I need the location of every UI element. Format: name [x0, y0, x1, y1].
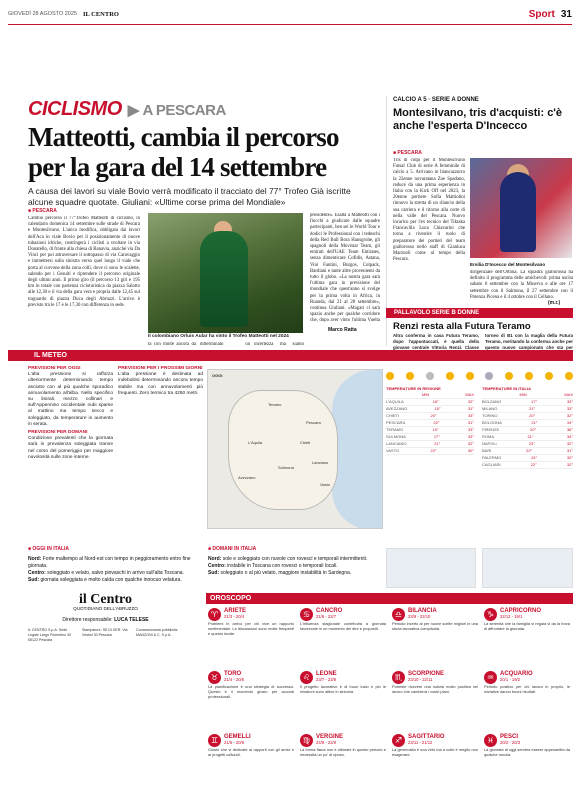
oggi-italia-label: ■ OGGI IN ITALIA	[28, 546, 69, 552]
table-row: L'AQUILA 16° 32°	[386, 399, 474, 404]
page-date: GIOVEDÌ 28 AGOSTO 2025	[8, 11, 77, 17]
sign-text: La serenità che la famiglia vi regala vi da la forza di affrontare la giornata.	[484, 621, 570, 632]
zodiac-icon: ♐	[392, 734, 405, 747]
table-row: LANCIANO 21° 32°	[386, 441, 474, 446]
colophon-subtitle: QUOTIDIANO DELL'ABRUZZO	[73, 606, 138, 611]
horoscope-sign	[300, 671, 386, 731]
sun-icon	[386, 372, 394, 380]
horoscope-sign	[300, 734, 386, 794]
map-city: Avezzano	[238, 475, 256, 480]
lead-kicker: CICLISMO ▶ A PESCARA	[28, 98, 226, 120]
sun-icon	[426, 372, 434, 380]
italy-map-tomorrow	[482, 548, 573, 588]
lead-photo	[148, 213, 303, 333]
sun-icon	[446, 372, 454, 380]
table-row: BOLZANO 17° 33°	[482, 399, 573, 404]
sign-text: Problemi in arrivo per chi vive un rapporto sentimentale. Le discussioni sono molte frequenti e questo incide.	[208, 621, 294, 637]
oggi-summary: Nord: Forte maltempo al Nord-est con tempo in peggioramento entro fine giornata. Centro: soleggiato e velato, salvo piovaschi in arrivo sull'alta Toscana. Sud: giornata soleggiata e molto calda con qualche innocuo velatura.	[28, 556, 191, 583]
pallavolo-text-2: torneo di B1 con la maglia della Futura Teramo, meritando la conferma anche per questo nuovo campionato che sta per	[485, 333, 573, 350]
zodiac-icon: ♎	[392, 608, 405, 621]
sign-name: GEMELLI	[224, 734, 251, 740]
table-row: ROMA 21° 34°	[482, 434, 573, 439]
pallavolo-bar: PALLAVOLO SERIE B DONNE	[386, 308, 573, 318]
sign-text: Giusto che vi dedicate ai rapporti con gli amici e ai progetti culturali.	[208, 747, 294, 758]
sign-name: PESCI	[500, 734, 519, 740]
map-region	[228, 390, 338, 510]
colophon-masthead: il Centro	[78, 592, 132, 607]
table-row: TERAMO 19° 33°	[386, 427, 474, 432]
table-row: BARI 22° 31°	[482, 448, 573, 453]
lead-headline: Matteotti, cambia il percorso per la gara del 14 settembre	[28, 122, 339, 182]
sign-dates: 21/3 - 20/4	[224, 614, 245, 619]
header-brand: IL CENTRO	[83, 10, 119, 18]
meteo-map	[207, 369, 383, 529]
zodiac-icon: ♓	[484, 734, 497, 747]
side-headline: Montesilvano, tris d'acquisti: c'è anche l'esperta D'Incecco	[393, 107, 563, 132]
table-row: TORINO 20° 32°	[482, 413, 573, 418]
zodiac-icon: ♋	[300, 608, 313, 621]
sign-text: Il progetto lavorativo è di buon lusto e più le relazioni sono attive in sintonia.	[300, 684, 386, 695]
lead-column-4: incertezza ma siamo	[254, 342, 304, 347]
horoscope-sign	[208, 671, 294, 731]
header-rule	[8, 24, 572, 25]
meteo-today-heading: PREVISIONI PER OGGI	[28, 366, 81, 371]
colophon-col-2: Stampatore: SE.DI.SER. Via Vestini 30 Pescara	[82, 628, 128, 637]
sign-text: Periodo incerto ai per nuove scelte migliori in una storia lavorativa complicata.	[392, 621, 478, 632]
cloud-icon	[485, 372, 493, 380]
sign-name: CAPRICORNO	[500, 608, 542, 614]
side-photo	[470, 158, 572, 258]
sign-name: SCORPIONE	[408, 671, 445, 677]
zodiac-icon: ♍	[300, 734, 313, 747]
side-kicker: CALCIO A 5 · SERIE A DONNE	[393, 97, 479, 103]
table-row: PALERMO 24° 30°	[482, 455, 573, 460]
meteo-tomorrow-text: Condizione prevalenti che la giornata sarà in prevalenza soleggiata tranne nel corso del pomeriggio per maggiore nuvolosità sulle zone interne.	[28, 436, 113, 460]
side-byline: ■ PESCARA	[393, 150, 422, 156]
map-title: OGGI	[212, 373, 223, 378]
lead-author: Marco Ratta	[328, 327, 357, 333]
lead-byline: ■ PESCARA	[28, 208, 57, 214]
sun-icon	[545, 372, 553, 380]
horoscope-sign	[484, 608, 570, 668]
table-row: NAPOLI 23° 32°	[482, 441, 573, 446]
zodiac-icon: ♉	[208, 671, 221, 684]
sign-name: LEONE	[316, 671, 337, 677]
horoscope-sign	[392, 671, 478, 731]
table-row: CAGLIARI 22° 32°	[482, 462, 573, 467]
zodiac-icon: ♊	[208, 734, 221, 747]
sign-name: CANCRO	[316, 608, 343, 614]
sign-dates: 24/8 - 22/9	[316, 740, 337, 745]
meteo-tomorrow-heading: PREVISIONI PER DOMANI	[28, 430, 88, 436]
pallavolo-text-1: Altra conferma in casa Futura Teramo, dopo l'appuntaccati, è quella della giovane centrale Vittoria Renzi. Classe	[393, 333, 479, 350]
sign-dates: 23/9 - 22/10	[408, 614, 431, 619]
sign-name: ACQUARIO	[500, 671, 533, 677]
zodiac-icon: ♈	[208, 608, 221, 621]
map-city: Sulmona	[278, 465, 294, 470]
sun-icon	[505, 372, 513, 380]
sign-name: VERGINE	[316, 734, 344, 740]
sign-dates: 23/7 - 23/8	[316, 677, 337, 682]
sign-name: SAGITTARIO	[408, 734, 445, 740]
zodiac-icon: ♌	[300, 671, 313, 684]
region-table-title: TEMPERATURE IN REGIONE	[386, 386, 441, 391]
side-author: (m.r.)	[548, 300, 561, 306]
sign-dates: 23/11 - 21/12	[408, 740, 433, 745]
zodiac-icon: ♏	[392, 671, 405, 684]
lead-column-1: Cambio percorso il 77°Trofeo Matteotti di ciclismo, in calendario domenica 14 settembre sulle strade di Pescara e Montesilvano. L'unica modifica, obbligata dai lavori dell'Aca in viale Bovio per il posizionamento di nuove tubazioni idriche, costringerà i ciclisti a svoltare in via Donatello, di fronte alla chiesa di Banavia, anziché via Da Vinci per poi attraversare il sottopasso di via Caravaggio e immettersi sulla sinistra verso quel lungo il viale che porta al curvone della zona colli, dove ci sono le scalette, salendo per i Gesuiti e riprendere il percorso originale degli ultimi anni. Il primo giro (il percorso 13 giri e 195 km in totale con partenza cicloturistica da piazza Salotto alle 12,30 e il via della gara vera e propria dalle 12,45 sul traguardo di piazza Duca degli Abruzzi. L'arrivo è previsto tra le 17 e le 17,30 con differenza in sede.	[28, 216, 140, 308]
map-city: Lanciano	[312, 460, 329, 465]
sign-dates: 21/4 - 20/5	[224, 677, 245, 682]
side-photo-caption: Ersilia D'Incecco del Montesilvano	[470, 262, 546, 267]
sign-text: La pianificazione è una strategia di successo. Questo è il momento giusto per accordi professionali.	[208, 684, 294, 700]
map-sea	[332, 370, 383, 529]
table-row: AVEZZANO 15° 31°	[386, 406, 474, 411]
table-row: CHIETI 20° 33°	[386, 413, 474, 418]
lead-column-5: presidente». Esaltà a Matteotti con i fiocchi a giudicare dalle squadre partecipanti, ben sei le World Tour e dodici le Professional con i tedeschi della Red Bull Bora Hansgrohe, gli spagnoli della Movistar Team, gli emirati dell'UAE Team Emirates, senza dimenticare Cofidis, Astana, Vini Fantini, Burgos, Colpack, Bardiani e tante altre provenienti da tutto il globo. «La nostra gara sarà l'ultima gara in previsione del mondiale che quest'anno si svolge per la prima volta in Africa, in Ruanda, dal 21 al 28 settembre», continua Giuliani. «Magari ci sarà spazio anche per qualche corridore che, dopo aver vinto l'ultima Vuelta	[310, 213, 380, 324]
sign-text: Periodo positivo per chi lavora in proprio, le iniziative danno buoni risultati.	[484, 684, 570, 695]
table-row: FIRENZE 20° 36°	[482, 427, 573, 432]
sign-dates: 21/6 - 22/7	[316, 614, 337, 619]
meteo-col-2	[118, 366, 203, 516]
colophon-director: Direttore responsabile: LUCA TELESE	[62, 617, 149, 623]
sun-icon	[565, 372, 573, 380]
meteo-bar: IL METEO	[8, 350, 573, 361]
sign-dates: 20/1 - 19/2	[500, 677, 521, 682]
horoscope-sign	[484, 734, 570, 794]
sign-text: La forma fisica non è ottimale in questo periodo e necessita un po' di riposo.	[300, 747, 386, 758]
region-temperatures: TEMPERATURE IN REGIONE MIN MAX L'AQUILA 16° 32° AVEZZANO 15° 31° CHIETI 20° 33° PESCARA 22° 31° TERAMO 19° 33° SULMONA 17° 33° LANCIANO 21° 32° VASTO 22° 30°	[386, 386, 474, 453]
table-row: BOLOGNA 21° 34°	[482, 420, 573, 425]
table-row: VASTO 22° 30°	[386, 448, 474, 453]
sun-icon	[525, 372, 533, 380]
lead-column-2: ta con molte ancora da	[148, 342, 196, 347]
sign-text: Potreste ricevere una notizia molto positiva nel lavoro che cambierà i vostri piani.	[392, 684, 478, 695]
sign-dates: 22/12 - 19/1	[500, 614, 523, 619]
horoscope-sign	[392, 734, 478, 794]
meteo-next-text: L'alta pressione è destinata ad indebolirsi determinando ancora tempo stabile ma con annuvolamenti più frequenti. Zero termico tra 4250 metri.	[118, 372, 203, 396]
lead-deck: A causa dei lavori su viale Bovio verrà modificato il tracciato del 77° Trofeo Già iscritte alcune squadre quotate. Giuliani: «Ultime corse prima del Mondiale»	[28, 186, 351, 207]
sign-name: TORO	[224, 671, 242, 677]
oroscopo-bar: OROSCOPO	[206, 593, 573, 604]
map-city: Vasto	[320, 482, 330, 487]
table-row: PESCARA 22° 31°	[386, 420, 474, 425]
colophon-col-1: IL CENTRO S.p.A. Sede Legale Largo Florentino 30 65122 Pescara	[28, 628, 71, 642]
sign-name: ARIETE	[224, 608, 247, 614]
page-number: 31	[560, 8, 572, 20]
sign-text: L'influenza stagionale contribuirà a giornata favorevole in un momento del dire e propositi.	[300, 621, 386, 632]
horoscope-sign	[484, 671, 570, 731]
weather-icons-row	[386, 372, 573, 382]
sun-icon	[406, 372, 414, 380]
horoscope-sign	[300, 608, 386, 668]
zodiac-icon: ♒	[484, 671, 497, 684]
map-city: L'Aquila	[248, 440, 263, 445]
zodiac-icon: ♑	[484, 608, 497, 621]
italy-map-today	[386, 548, 476, 588]
sign-dates: 23/10 - 22/11	[408, 677, 433, 682]
domani-summary: Nord: sole e soleggiato con nuvole con rovesci e temporali intermittenti. Centro: instabile in Toscana con rovesci o temporali locali. Sud: soleggiato o al più velato, maggiore instabilità in Sardegna.	[208, 556, 368, 576]
map-city: Teramo	[268, 402, 282, 407]
meteo-today-text: L'alta pressione si rafforza ulteriormente determinando tempo asciutto con al più qualche sporadico annuvolamento all'alba. Nello specifico su litorali, mezzo collinari e sull'Appennino occidentale nubi sparse al mattino ma tempo secco e soleggiato, da temperature in aumento in serata.	[28, 372, 113, 427]
lead-column-3: ditterminato un	[200, 342, 250, 347]
section-label: Sport	[528, 8, 555, 20]
horoscope-sign	[208, 734, 294, 794]
lead-photo-caption: Il colombiano Orluis Aular ha vinto il Trofeo Matteotti nel 2024	[148, 334, 289, 339]
sign-name: BILANCIA	[408, 608, 437, 614]
sign-dates: 21/5 - 20/6	[224, 740, 245, 745]
meteo-next-heading: PREVISIONI PER I PROSSIMI GIORNI	[118, 366, 203, 371]
colophon-col-3: Concessionaria pubblicità: MANZONI & C. S.p.A.	[136, 628, 178, 637]
sign-dates: 20/2 - 20/3	[500, 740, 521, 745]
italy-table-title: TEMPERATURE IN ITALIA	[482, 386, 531, 391]
side-text-2: dirigenziale dell'Ortona. La squadra giallorossa ha definito il programma delle amichevoli: prima uscita sabato 6 settembre con la Minerva e alle ore 17 settembre con il Salmona, il 27 settembre con il Potenza Picena e il 4 ottobre con il Cellano.	[470, 270, 573, 300]
horoscope-sign	[392, 608, 478, 668]
meteo-col-1	[28, 366, 113, 516]
pallavolo-headline: Renzi resta alla Futura Teramo	[393, 321, 531, 332]
map-city: Pescara	[306, 420, 321, 425]
horoscope-sign	[208, 608, 294, 668]
italy-temperatures: TEMPERATURE IN ITALIA MIN MAX BOLZANO 17° 33° MILANO 21° 33° TORINO 20° 32° BOLOGNA 21° 34° FIRENZE 20° 36° ROMA 21° 34° NAPOLI 23° 32° BARI 22° 31° PALERMO 24° 30° CAGLIARI 22° 32°	[482, 386, 573, 467]
domani-italia-label: ■ DOMANI IN ITALIA	[208, 546, 257, 552]
sign-text: La giornata di oggi sembra essere appesantita da qualche nuvola.	[484, 747, 570, 758]
sign-text: La generosità è una virtù ma a volte è meglio non esagerare.	[392, 747, 478, 758]
side-text: Tris di colpi per il Montesilvano Futsal Club di serie A femminile di calcio a 5. Arrivano in biancazzurro la 22enne novaratana Zoe Spadano, reduce da una prima esperienza in Italia con la Kick Off nel 2023, la 20enne portiere Sofia Mattiolini rinnovo la stretta di un rilancio della sua carriera e il ritorno alla corte di nella valle del Pescara. Nuovo incarico per l'ex tecnico del Tiktaka Francavilla Luca Chiavarini che torna a rivestire il ruolo di preparatore dei portieri del team giallorosso nello staff di Gianluca Marzuoli come al tempo della Pescara.	[393, 158, 465, 263]
table-row: MILANO 21° 33°	[482, 406, 573, 411]
table-row: SULMONA 17° 33°	[386, 434, 474, 439]
sun-icon	[466, 372, 474, 380]
page-header	[8, 4, 572, 24]
map-city: Chieti	[300, 440, 311, 445]
